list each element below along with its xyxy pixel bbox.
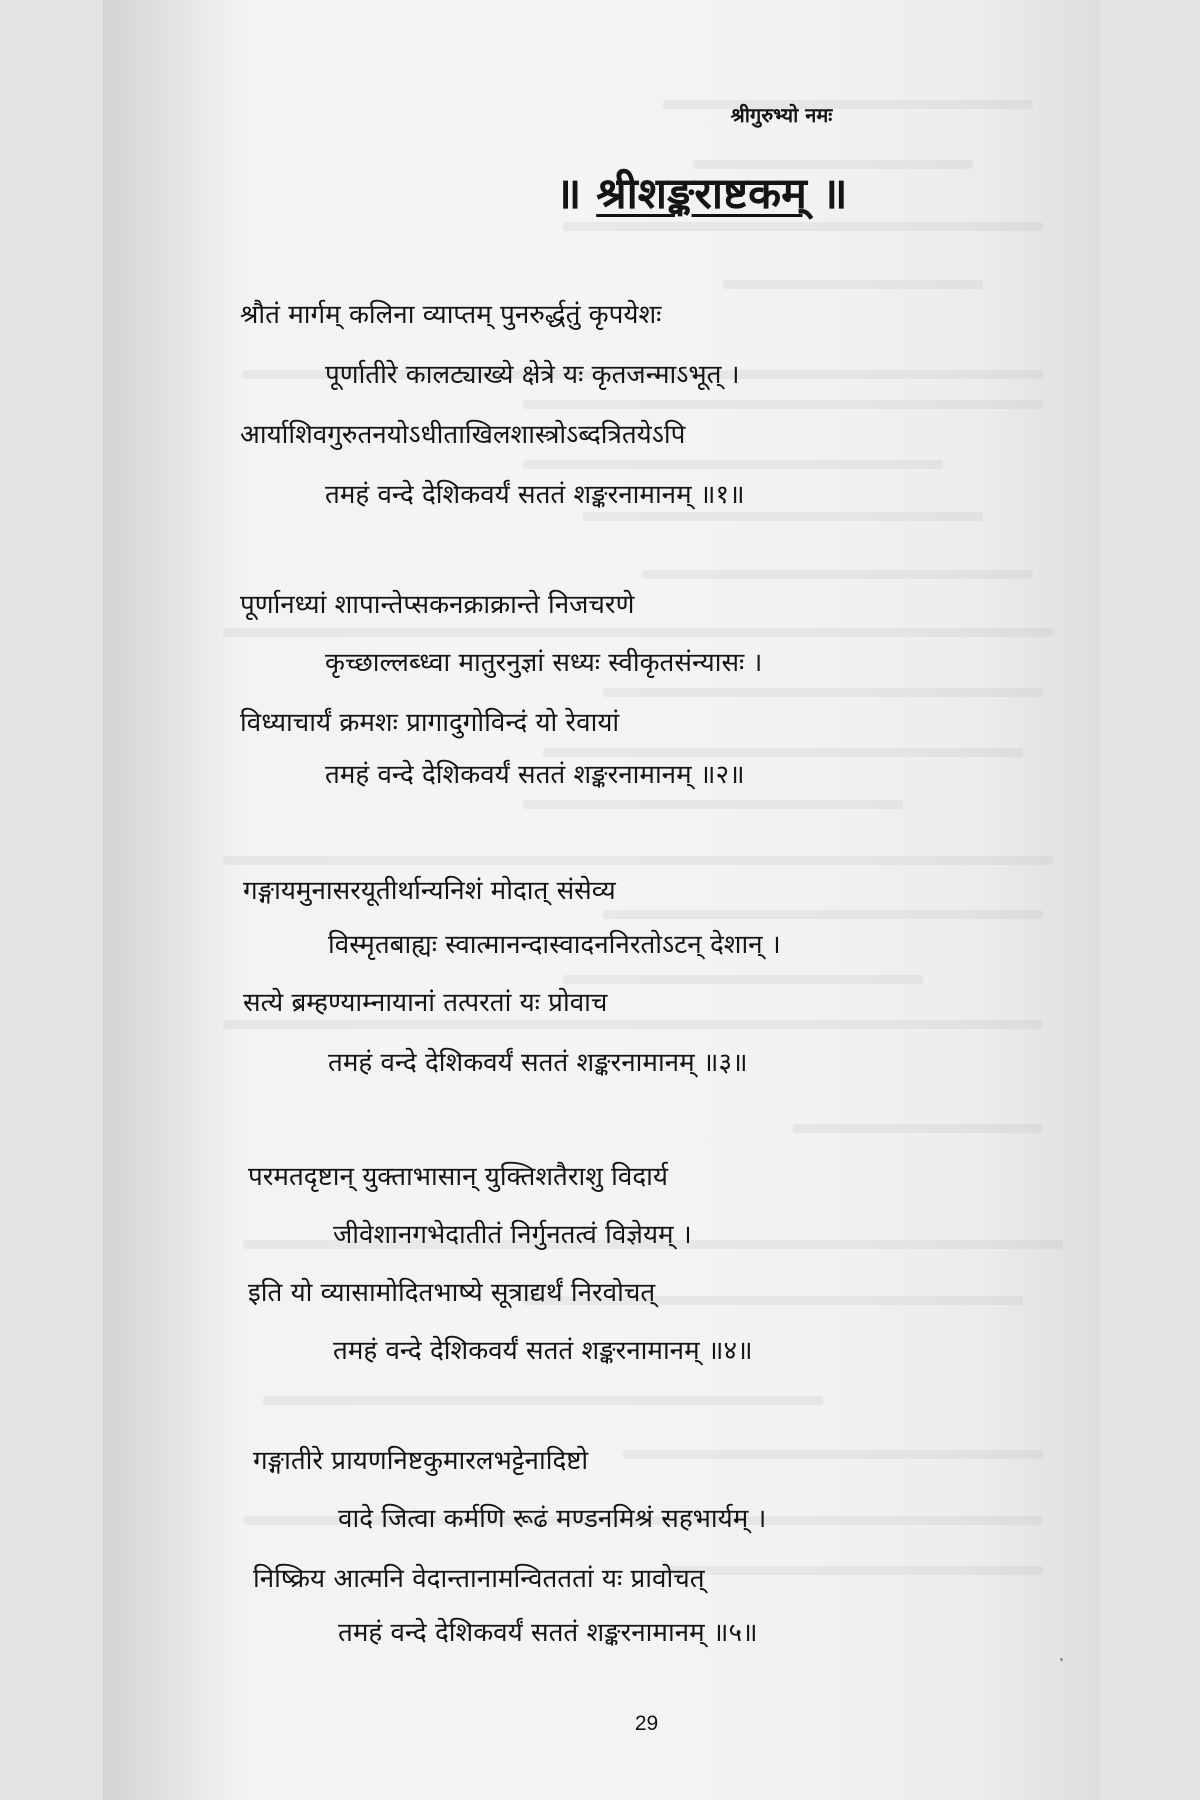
page-number: 29 (634, 1712, 659, 1735)
title-text: श्रीशङ्कराष्टकम् (596, 169, 807, 219)
verse-3-line-3: सत्ये ब्रम्हण्याम्नायानां तत्परतां यः प्रोवाच (243, 988, 608, 1018)
salutation: श्रीगुरुभ्यो नमः (730, 103, 833, 127)
verse-4-line-2: जीवेशानगभेदातीतं निर्गुनतत्वं विज्ञेयम् । (333, 1220, 692, 1250)
title-right-mark: ॥ (821, 169, 848, 219)
verse-5-line-3: निष्क्रिय आत्मनि वेदान्तानामन्वितततां यः प्रावोचत् (253, 1564, 705, 1594)
verse-4-line-1: परमतदृष्टान् युक्ताभासान् युक्तिशतैराशु विदार्य (248, 1162, 668, 1192)
verse-2-line-3: विध्याचार्यं क्रमशः प्रागादुगोविन्दं यो रेवायां (240, 708, 620, 738)
page-title (203, 162, 1100, 221)
verse-4-line-3: इति यो व्यासामोदितभाष्ये सूत्राद्यर्थं निरवोचत् (248, 1278, 656, 1308)
verse-3-line-4: तमहं वन्दे देशिकवर्यं सततं शङ्करनामानम् ॥३॥ (328, 1048, 748, 1078)
title-left-mark: ॥ (555, 169, 582, 219)
verse-5-line-2: वादे जित्वा कर्मणि रूढं मण्डनमिश्रं सहभार्यम् । (338, 1504, 767, 1534)
verse-5-line-4: तमहं वन्दे देशिकवर्यं सततं शङ्करनामानम् ॥५॥ (338, 1618, 758, 1648)
verse-5-line-1: गङ्गातीरे प्रायणनिष्टकुमारलभट्टेनादिष्टो (253, 1446, 589, 1476)
verse-3-line-2: विस्मृतबाह्यः स्वात्मानन्दास्वादननिरतोऽटन् देशान् । (328, 930, 781, 960)
paper-speck (1060, 1658, 1063, 1661)
verse-1-line-2: पूर्णातीरे कालट्याख्ये क्षेत्रे यः कृतजन्माऽभूत् । (325, 360, 740, 390)
verse-2-line-1: पूर्णानध्यां शापान्तेप्सकनक्राक्रान्ते निजचरणे (240, 590, 635, 620)
verse-3-line-1: गङ्गायमुनासरयूतीर्थान्यनिशं मोदात् संसेव्य (243, 876, 616, 906)
verse-4-line-4: तमहं वन्दे देशिकवर्यं सततं शङ्करनामानम् ॥४॥ (333, 1336, 753, 1366)
verse-1-line-4: तमहं वन्दे देशिकवर्यं सततं शङ्करनामानम् ॥१॥ (325, 480, 745, 510)
verse-2-line-2: कृच्छाल्लब्ध्वा मातुरनुज्ञां सध्यः स्वीकृतसंन्यासः । (325, 648, 763, 678)
book-page (103, 0, 1100, 1800)
verse-2-line-4: तमहं वन्दे देशिकवर्यं सततं शङ्करनामानम् ॥२॥ (325, 760, 745, 790)
verse-1-line-1: श्रौतं मार्गम् कलिना व्याप्तम् पुनरुर्द्धतुं कृपयेशः (240, 300, 662, 330)
verse-1-line-3: आर्याशिवगुरुतनयोऽधीताखिलशास्त्रोऽब्दत्रितयेऽपि (240, 420, 686, 450)
